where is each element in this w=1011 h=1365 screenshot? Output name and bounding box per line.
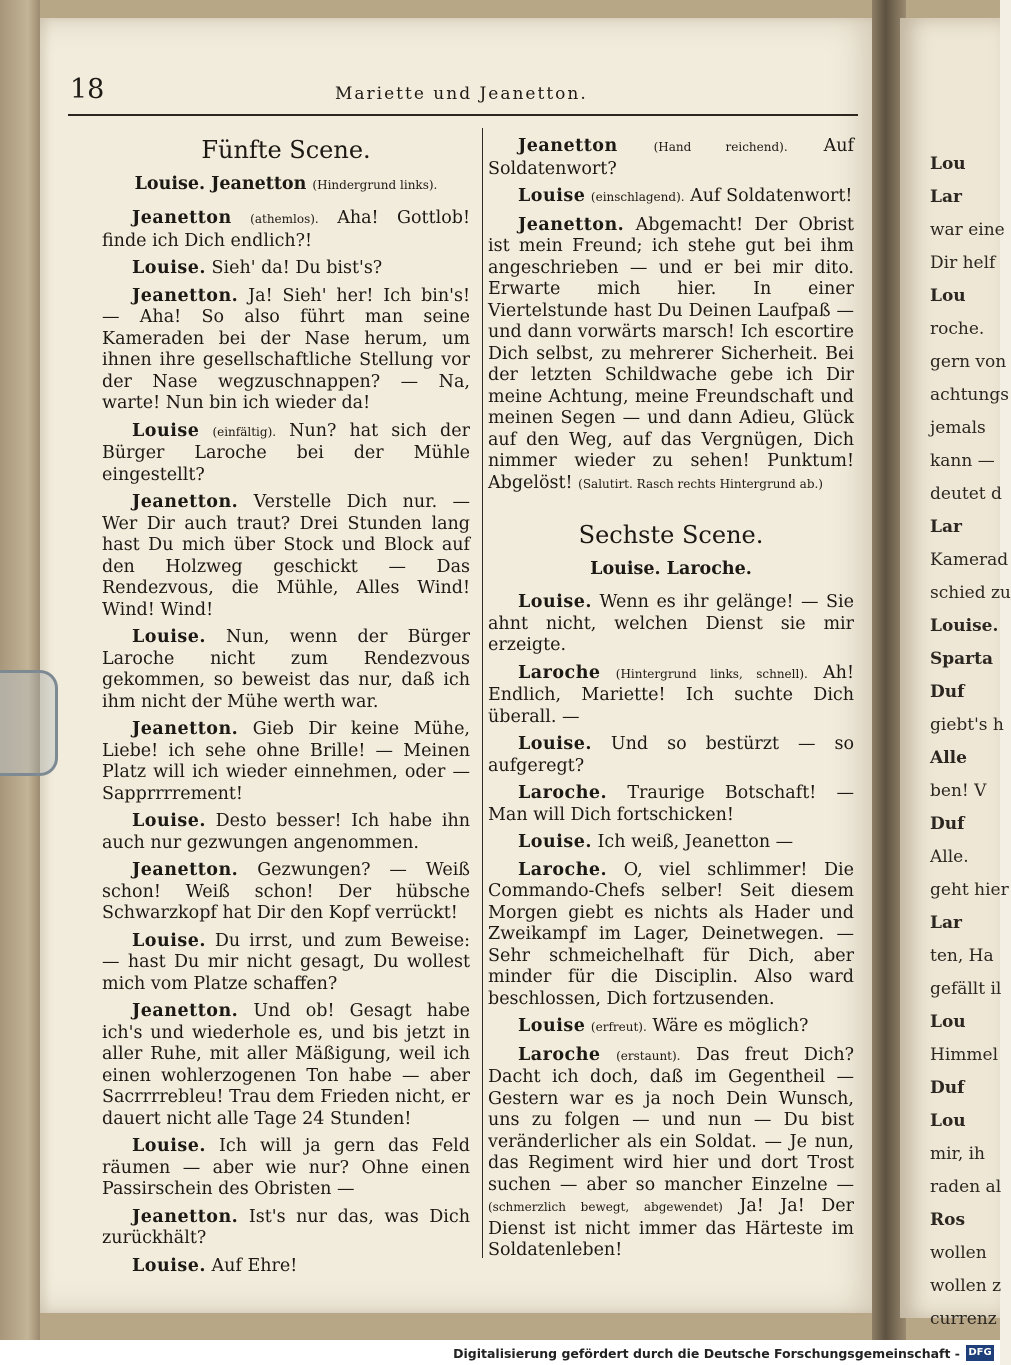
- spoken-text: Gieb Dir keine Mühe, Liebe! ich sehe ohne Brille! — Meinen Platz will ich wieder einnehmen, oder — Sapprrrrement!: [102, 719, 470, 804]
- spoken-text: Auf Soldatenwort?: [488, 136, 854, 179]
- dialogue-block: [488, 136, 854, 495]
- spoken-text: O, viel schlimmer! Die Commando-Chefs selber! Seit diesem Morgen giebt es nichts als Hader und Zweikampf im Lager, Deinetwegen. — Sehr schmeichelhaft für Dich, aber minder für die Disciplin. Also ward beschlossen, Dich fortzusenden.: [488, 859, 854, 1009]
- stage-direction: (Hintergrund links, schnell).: [615, 666, 808, 681]
- dialogue-paragraph: [488, 734, 854, 777]
- speaker-name: Jeanetton.: [132, 492, 239, 512]
- stage-direction: (schmerzlich bewegt, abgewendet): [488, 1200, 723, 1214]
- next-page-fragment: Louise.: [930, 616, 999, 636]
- dialogue-paragraph: [102, 208, 470, 252]
- next-page-fragment: Sparta: [930, 649, 994, 669]
- spoken-text: Ah! Endlich, Mariette! Ich suchte Dich überall. —: [488, 662, 854, 727]
- next-page-fragment: Himmel: [930, 1045, 998, 1065]
- dialogue-paragraph: [102, 860, 470, 925]
- dialogue-paragraph: [102, 811, 470, 854]
- spoken-text: Traurige Botschaft! — Man will Dich fortschicken!: [488, 783, 854, 825]
- next-page-edge: [900, 18, 1011, 1329]
- dialogue-paragraph: [102, 492, 470, 621]
- spoken-text: Desto besser! Ich habe ihn auch nur gezwungen angenommen.: [102, 811, 470, 853]
- speaker-name: Jeanetton.: [518, 214, 625, 235]
- characters-lead: Louise. Jeanetton: [134, 173, 307, 194]
- next-page-fragment: Alle.: [930, 847, 969, 867]
- spoken-text: Ja! Sieh' her! Ich bin's! — Aha! So also führt man seine Kameraden bei der Nase herum, um ihnen ihre gesellschaftliche Stellung vor der Nase wegzuschnappen? — Na, warte! Nun bin ich wieder da!: [102, 285, 470, 413]
- next-page-fragment: deutet d: [930, 484, 1002, 504]
- running-title: Mariette und Jeanetton.: [335, 84, 588, 104]
- stage-direction: (einschlagend).: [590, 190, 685, 204]
- next-page-fragment: Lar: [930, 913, 962, 933]
- speaker-name: Louise.: [518, 592, 592, 612]
- footer-credit: Digitalisierung gefördert durch die Deutsche Forschungsgemeinschaft -: [453, 1346, 960, 1361]
- spoken-text: Das freut Dich? Dacht ich doch, daß im Gegentheil — Gestern war es ja noch Dein Wunsch, uns zu folgen — und nun — Du bist veränderlicher als ein Soldat. — Je nun, das Regiment wird hier und dort Trost suchen — aber so mancher Einzelne —: [488, 1044, 854, 1195]
- dialogue-paragraph: [488, 1016, 854, 1039]
- stage-direction: (Salutirt. Rasch rechts Hintergrund ab.): [578, 476, 823, 491]
- dialogue-paragraph: [488, 215, 854, 496]
- next-page-fragment: Duf: [930, 814, 965, 834]
- dialogue-block: [488, 592, 854, 1262]
- spoken-text: Auf Ehre!: [211, 1255, 298, 1276]
- spoken-text: Sieh' da! Du bist's?: [211, 258, 383, 278]
- dialogue-paragraph: [102, 1001, 470, 1130]
- next-page-fragment: schied zu: [930, 583, 1011, 603]
- dialogue-paragraph: [488, 783, 854, 826]
- next-page-fragment: giebt's h: [930, 715, 1004, 735]
- speaker-name: Louise.: [132, 1255, 206, 1276]
- next-page-fragment: gern von: [930, 352, 1007, 372]
- next-page-fragment: Lar: [930, 517, 962, 537]
- characters-note: (Hindergrund links).: [312, 177, 438, 192]
- spoken-text: Auf Soldatenwort!: [690, 186, 853, 206]
- spoken-text: Wäre es möglich?: [652, 1016, 809, 1036]
- spoken-text: Wenn es ihr gelänge! — Sie ahnt nicht, welchen Dienst sie mir erzeigte.: [488, 592, 854, 655]
- stage-direction: (erstaunt).: [616, 1048, 681, 1063]
- spoken-text: Ja! Ja! Der Dienst ist nicht immer das Härteste im Soldatenleben!: [488, 1196, 854, 1260]
- dialogue-paragraph: [488, 663, 854, 729]
- spoken-text: Aha! Gottlob! finde ich Dich endlich?!: [102, 208, 470, 251]
- next-page-fragment: wollen z: [930, 1276, 1002, 1296]
- spoken-text: Nun? hat sich der Bürger Laroche bei der Mühle eingestellt?: [102, 420, 470, 485]
- next-page-fragment: Lou: [930, 1111, 966, 1131]
- dialogue-paragraph: [102, 719, 470, 805]
- next-page-fragment: ten, Ha: [930, 946, 994, 966]
- speaker-name: Jeanetton.: [132, 719, 239, 739]
- speaker-name: Jeanetton.: [132, 285, 239, 306]
- stage-direction: (einfältig).: [212, 424, 277, 439]
- right-column: [488, 136, 854, 1268]
- dialogue-paragraph: [102, 1256, 470, 1278]
- scene-title: Sechste Scene.: [578, 521, 764, 549]
- spoken-text: Ich weiß, Jeanetton —: [597, 832, 794, 852]
- speaker-name: Jeanetton.: [132, 860, 239, 880]
- next-page-fragment: Lou: [930, 286, 966, 306]
- next-page-fragment: gefällt il: [930, 979, 1002, 999]
- stage-direction: (Hand reichend).: [653, 140, 788, 154]
- next-page-fragment: kann —: [930, 451, 995, 471]
- spoken-text: Nun, wenn der Bürger Laroche nicht zum Rendezvous gekommen, so beweist das nur, daß ich ihm nicht der Mühe werth war.: [102, 627, 470, 712]
- speaker-name: Louise.: [132, 811, 206, 831]
- speaker-name: Louise: [518, 186, 586, 206]
- speaker-name: Laroche: [518, 662, 601, 683]
- speaker-name: Louise.: [132, 930, 206, 951]
- speaker-name: Louise.: [518, 832, 592, 852]
- speaker-name: Laroche.: [518, 783, 608, 803]
- speaker-name: Jeanetton: [132, 208, 232, 228]
- speaker-name: Louise: [132, 420, 200, 441]
- scene-title: Fünfte Scene.: [201, 136, 371, 164]
- next-page-fragment: raden al: [930, 1177, 1002, 1197]
- next-page-fragment: Lou: [930, 1012, 966, 1032]
- stage-direction: (athemlos).: [250, 212, 319, 226]
- speaker-name: Jeanetton.: [132, 1206, 239, 1227]
- dialogue-paragraph: [488, 860, 854, 1011]
- dialogue-paragraph: [102, 1207, 470, 1250]
- spoken-text: Du irrst, und zum Beweise: — hast Du mir nicht gesagt, Du wollest mich vom Platze schaffen?: [102, 930, 470, 994]
- dialogue-paragraph: [488, 832, 854, 854]
- next-page-fragment: Lou: [930, 154, 966, 174]
- next-page-fragment: mir, ih: [930, 1144, 986, 1164]
- next-page-fragment: Dir helf: [930, 253, 996, 273]
- dfg-logo-icon: DFG: [966, 1345, 994, 1361]
- next-page-fragment: Duf: [930, 682, 965, 702]
- next-page-fragment: ben! V: [930, 781, 987, 801]
- spoken-text: Und so bestürzt — so aufgeregt?: [488, 734, 854, 776]
- dialogue-paragraph: [102, 286, 470, 415]
- stage-direction: (erfreut).: [590, 1020, 647, 1034]
- dialogue-paragraph: [488, 592, 854, 657]
- next-page-fragment: achtungs: [930, 385, 1009, 405]
- spoken-text: Ist's nur das, was Dich zurückhält?: [102, 1206, 470, 1248]
- spoken-text: Abgemacht! Der Obrist ist mein Freund; ich stehe gut bei ihm angeschrieben — und er bei mir dito. Erwarte mich hier. In einer Viertelstunde hast Du Deinen Laufpaß — und dann vorwärts marsch! Ich escortire Dich selbst, zu mehrerer Sicherheit. Bei der letzten Schildwache gebe ich Dir meine Achtung, meine Freundschaft und meinen Segen — und dann Adieu, Glück auf den Weg, auf das Vergnügen, Dich nimmer wieder zu sehen! Punktum! Abgelöst!: [488, 214, 854, 493]
- page-number: 18: [70, 74, 105, 105]
- dialogue-paragraph: [102, 627, 470, 713]
- speaker-name: Laroche.: [518, 859, 608, 880]
- next-page-fragment: Ros: [930, 1210, 966, 1230]
- next-page-fragment: roche.: [930, 319, 985, 339]
- next-page-fragment: currenz: [930, 1309, 997, 1329]
- next-page-fragment: geht hier: [930, 880, 1009, 900]
- dialogue-paragraph: [102, 1136, 470, 1201]
- speaker-name: Louise.: [132, 1136, 206, 1156]
- page-clip: [0, 670, 58, 776]
- scene-characters: Louise. Laroche.: [590, 558, 752, 579]
- left-column: [102, 136, 470, 1283]
- dialogue-paragraph: [102, 421, 470, 487]
- next-page-fragment: Alle: [930, 748, 967, 768]
- dialogue-paragraph: [102, 258, 470, 280]
- column-divider: [482, 128, 483, 1258]
- dialogue-paragraph: [488, 186, 854, 209]
- next-page-fragment: war eine: [930, 220, 1005, 240]
- next-page-fragment: Duf: [930, 1078, 965, 1098]
- dialogue-paragraph: [102, 931, 470, 996]
- spoken-text: Und ob! Gesagt habe ich's und wiederhole es, und bis jetzt in aller Ruhe, mit aller Mäßigung, weil ich einen wohlerzogenen Ton habe — aber Sacrrrrebleu! Trau dem Frieden nicht, er dauert nicht alle Tage 24 Stunden!: [102, 1001, 470, 1129]
- speaker-name: Louise: [518, 1016, 586, 1036]
- speaker-name: Laroche: [518, 1044, 601, 1065]
- scene-characters: [102, 174, 470, 197]
- speaker-name: Louise.: [518, 734, 592, 754]
- next-page-fragment: Lar: [930, 187, 962, 207]
- spoken-text: Ich will ja gern das Feld räumen — aber wie nur? Ohne einen Passirschein des Obristen —: [102, 1136, 470, 1199]
- dialogue-paragraph: [488, 136, 854, 180]
- spoken-text: Gezwungen? — Weiß schon! Weiß schon! Der hübsche Schwarzkopf hat Dir den Kopf verrückt!: [102, 860, 470, 923]
- next-page-fragment: jemals: [930, 418, 986, 438]
- speaker-name: Louise.: [132, 627, 206, 647]
- dialogue-block: [102, 208, 470, 1277]
- speaker-name: Louise.: [132, 258, 206, 278]
- next-page-fragment: wollen: [930, 1243, 987, 1263]
- speaker-name: Jeanetton: [518, 136, 618, 156]
- next-page-fragment: Kamerad: [930, 550, 1009, 570]
- spoken-text: Verstelle Dich nur. — Wer Dir auch traut? Drei Stunden lang hast Du mich über Stock und Block auf den Holzweg geschickt — Das Rendezvous, die Mühle, Alles Wind! Wind! Wind!: [102, 492, 470, 620]
- header-rule: [68, 114, 858, 116]
- speaker-name: Jeanetton.: [132, 1001, 239, 1021]
- dialogue-paragraph: [488, 1045, 854, 1262]
